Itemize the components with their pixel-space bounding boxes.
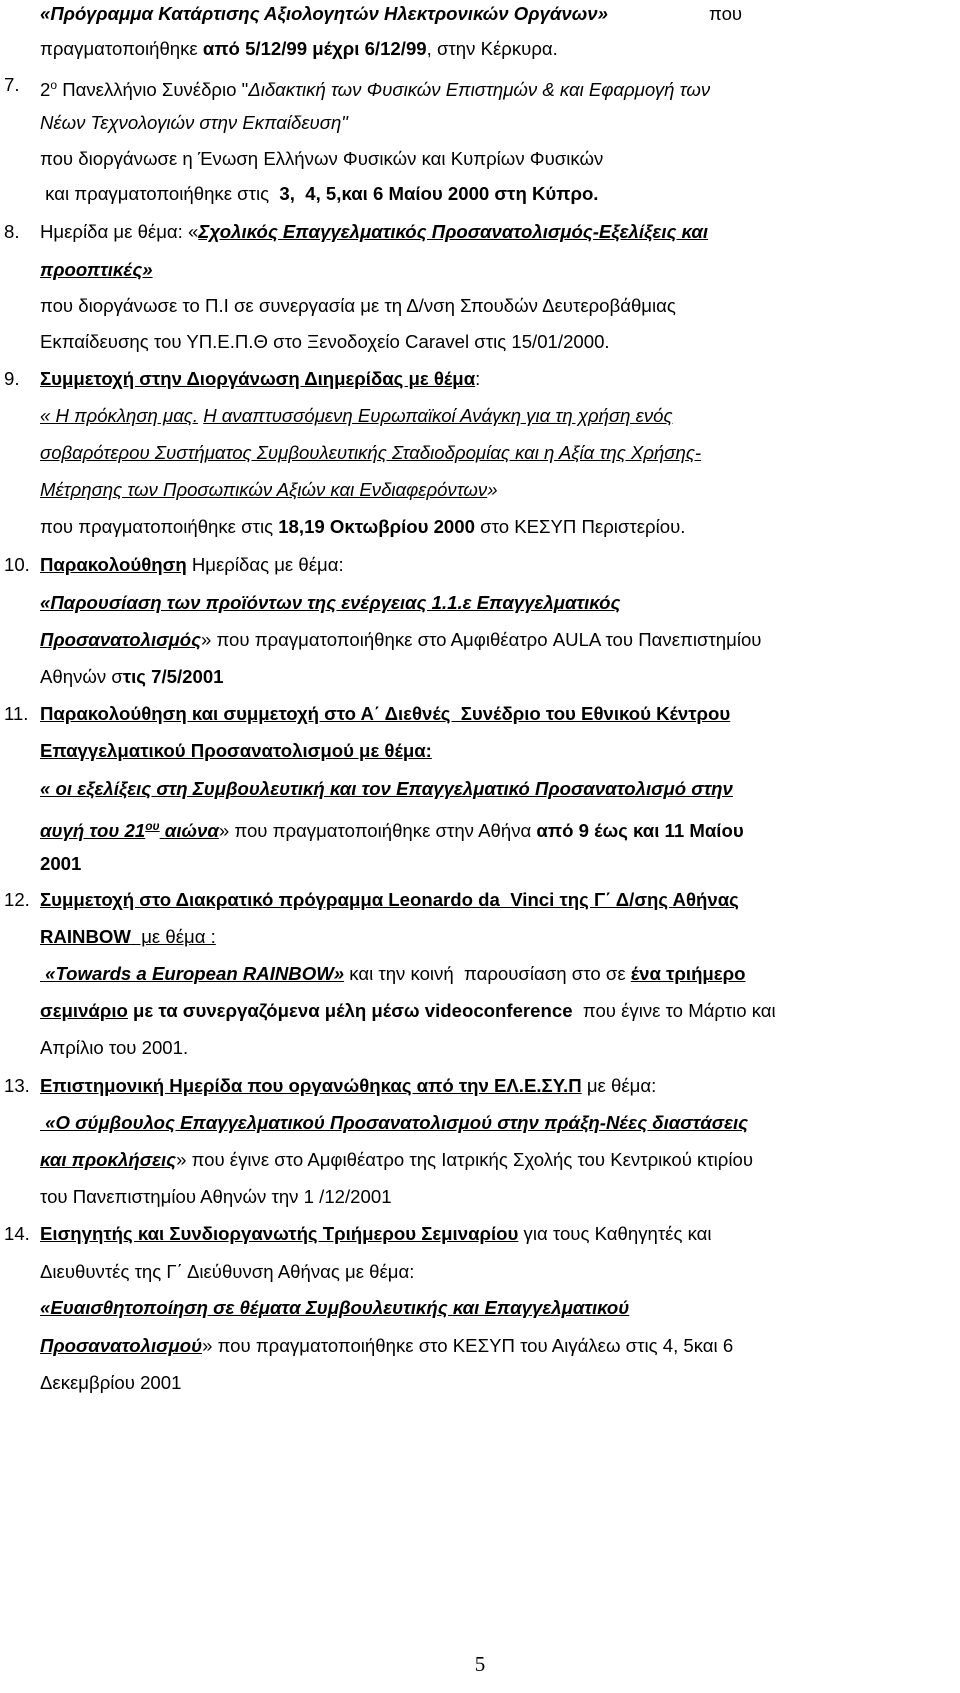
item-number: 7. bbox=[4, 74, 20, 95]
programme-title: «Πρόγραμμα Κατάρτισης Αξιολογητών Ηλεκτρονικών Οργάνων» bbox=[40, 3, 608, 24]
page-number: 5 bbox=[474, 1652, 486, 1676]
document-page: «Πρόγραμμα Κατάρτισης Αξιολογητών Ηλεκτρονικών Οργάνων» που πραγματοποιήθηκε από 5/12/99 μέχρι 6/12/99, στην Κέρκυρα. 7. $2^o$ Πανελλήνιο Συνέδριο "Διδακτική των Φυσικών Επιστημών & και Εφαρμογή των Νέων Τεχνολογιών στην Εκπαίδευση" που διοργάνωσε η Ένωση Ελλήνων Φυσικών και Κυπρίων Φυσικών και πραγματοποιήθηκε στις 3, 4, 5,και 6 Μαίου 2000 στη Κύπρο. 8. Ημερίδα με θέμα: «Σχολικός Επαγγελματικός Προσανατολισμός-Εξελίξεις και προοπτικές» που διοργάνωσε το Π.Ι σε συνεργασία με τη Δ/νση Σπουδών Δευτεροβάθμιας Εκπαίδευσης του ΥΠ.Ε.Π.Θ στο Ξενοδοχείο Caravel στις 15/01/2000. 9. Συμμετοχή στην Διοργάνωση Διημερίδας με θέμα: « Η πρόκληση μας. Η αναπτυσσόμενη Ευρωπαϊκοί Ανάγκη για τη χρήση ενός σοβαρότερου Συστήματος Συμβουλευτικής Σταδιοδρομίας και η Αξία της Χρήσης- Μέτρησης των Προσωπικών Αξιών και Ενδιαφερόντων» που πραγματοποιήθηκε στις 18,19 Οκτωβρίου 2000 στο ΚΕΣΥΠ Περιστερίου. 10. Παρακολούθηση Ημερίδας με θέμα: «Παρουσίαση των προϊόντων της ενέργειας 1.1.ε Επαγγελματικός Προσανατολισμός» που πραγματοποιήθηκε στο Αμφιθέατρο AULA του Πανεπιστημίου Αθηνών στις 7/5/2001 11. Παρακολούθηση και συμμετοχή στο Α΄ Διεθνές Συνέδριο του Εθνικού Κέντρου Επαγγελματικού Προσανατολισμού με θέμα: « οι εξελίξεις στη Συμβουλευτική και τον Επαγγελματικό Προσανατολισμό στην αυγή του $21^{o\upsilon}$ αιώνα» που πραγματοποιήθηκε στην Αθήνα από 9 έως και 11 Μαίου 2001 12. Συμμετοχή στο Διακρατικό πρόγραμμα Leonardo da Vinci της Γ΄ Δ/σης Αθήνας RAINBOW με θέμα : «Towards a European RAINBOW» και την κοινή παρουσίαση στο σε ένα τριήμερο σεμινάριο με τα συνεργαζόμενα μέλη μέσω videoconference που έγινε το Μάρτιο και Απρίλιο του 2001. 13. Επιστημονική Ημερίδα που οργανώθηκας από την ΕΛ.Ε.ΣΥ.Π με θέμα: «Ο σύμβουλος Επαγγελματικού Προσανατολισμού στην πράξη-Νέες διαστάσεις και προκλήσεις» που έγινε στο Αμφιθέατρο της Ιατρικής Σχολής του Κεντρικού κτιρίου του Πανεπιστημίου Αθηνών την 1 /12/2001 14. Εισηγητής και Συνδιοργανωτής Τριήμερου Σεμιναρίου για τους Καθηγητές και Διευθυντές της Γ΄ Διεύθυνση Αθήνας με θέμα: «Ευαισθητοποίηση σε θέματα Συμβουλευτικής και Επαγγελματικού Προσανατολισμού» που πραγματοποιήθηκε στο ΚΕΣΥΠ του Αιγάλεω στις 4, 5και 6 Δεκεμβρίου 2001 5 bbox=[0, 0, 960, 1693]
